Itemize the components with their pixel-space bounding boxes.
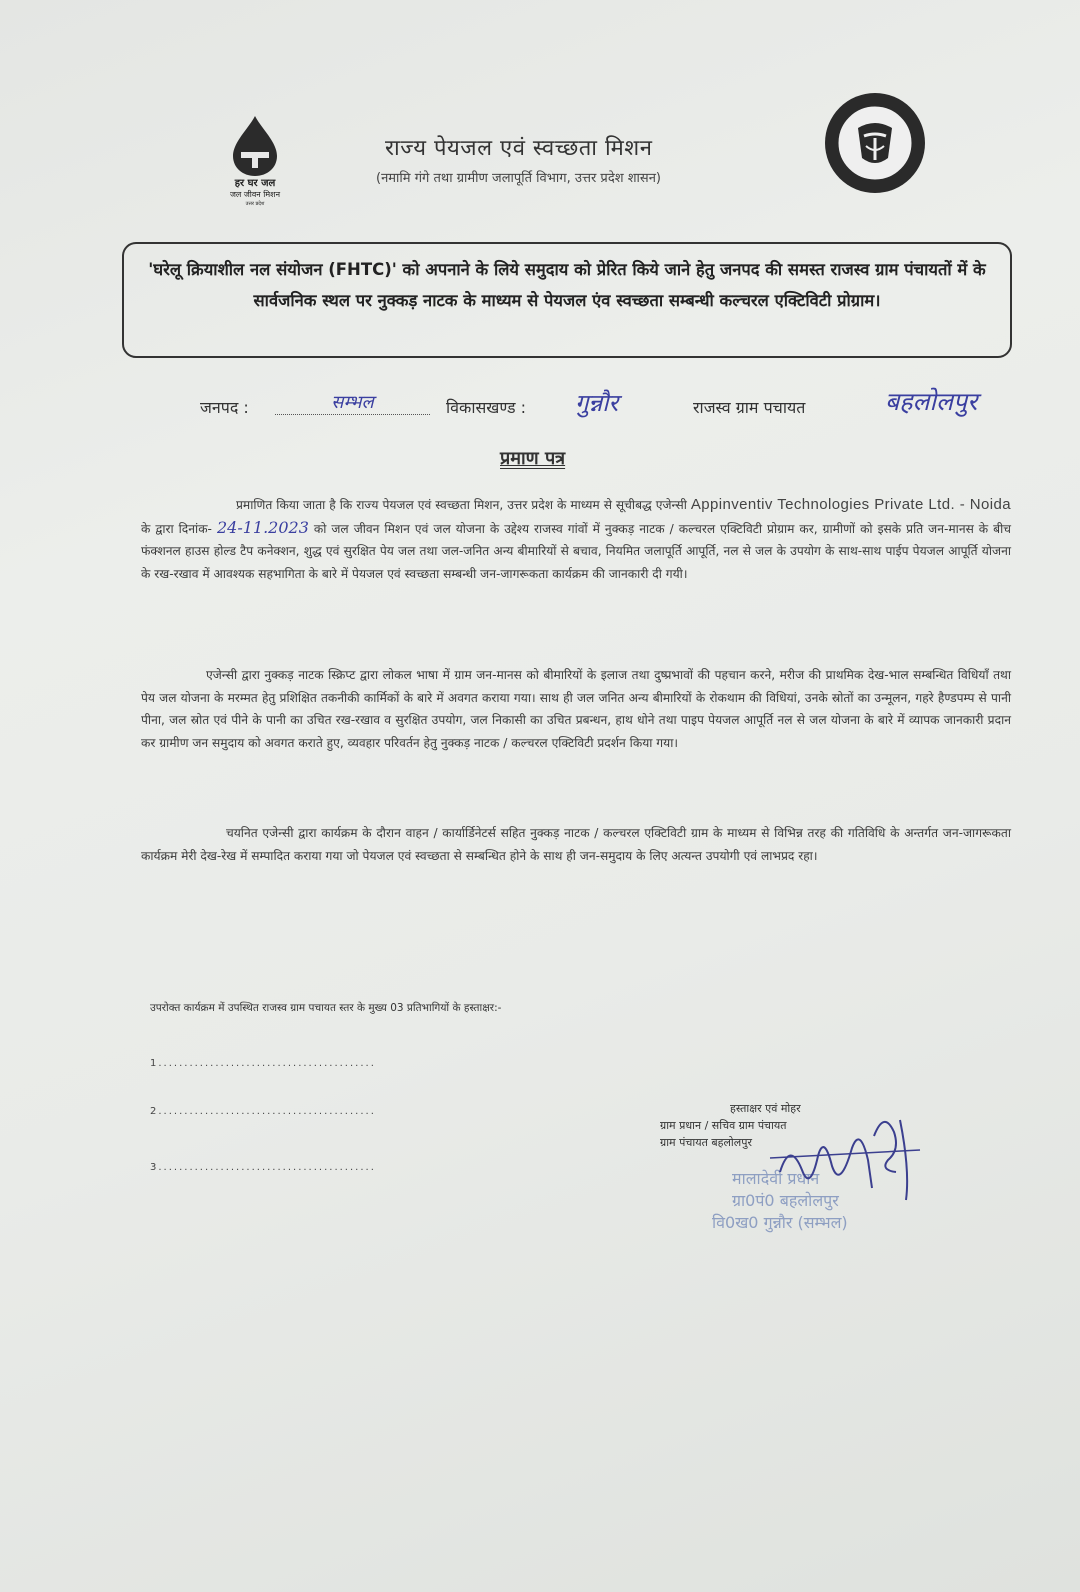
participants-note: उपरोक्त कार्यक्रम में उपस्थित राजस्व ग्राम पचायत स्तर के मुख्य 03 प्रतिभागियों के हस्ताक्षर:- bbox=[150, 1002, 502, 1014]
jal-jeevan-mission-logo bbox=[205, 112, 315, 207]
block-value: गुन्नौर bbox=[575, 389, 619, 417]
program-description-box: 'घरेलू क्रियाशील नल संयोजन (FHTC)' को अपनाने के लिये समुदाय को प्रेरित किये जाने हेतु जनपद की समस्त राजस्व ग्राम पंचायतों में के सार्वजनिक स्थल पर नुक्कड़ नाटक के माध्यम से पेयजल एंव स्वच्छता सम्बन्धी कल्चरल एक्टिविटी प्रोग्राम। bbox=[122, 242, 1012, 358]
district-value: सम्भल bbox=[275, 390, 430, 415]
block-label: विकासखण्ड : bbox=[446, 398, 527, 417]
para2-text: एजेन्सी द्वारा नुक्कड़ नाटक स्क्रिप्ट द्वारा लोकल भाषा में ग्राम जन-मानस को बीमारियों के इलाज तथा दुष्प्रभावों की पहचान करने, मरीज की प्राथमिक देख-भाल सम्बन्धित विधियाँ तथा पेय जल योजना के मरम्मत हेतु प्रशिक्षित तकनीकी कार्मिकों के बारे में अवगत कराया गया। साथ ही जल जनित अन्य बीमारियों के रोकथाम की विधियां, उनके स्रोतों का उन्मूलन, गहरे हैण्डपम्प से पानी पीना, जल स्रोत एवं पीने के पानी का उचित रख-रखाव व सुरक्षित उपयोग, जल निकासी का उचित प्रबन्धन, हाथ धोने तथा पाइप पेयजल आपूर्ति नल से जल योजना के बारे में व्यापक जानकारी प्रदान कर ग्रामीण जन समुदाय को अवगत कराते हुए, व्यवहार परिवर्तन हेतु नुक्कड़ नाटक / कल्चरल एक्टिविटी प्रदर्शन किया गया। bbox=[141, 668, 1011, 750]
official-stamp: मालादेवी प्रधान ग्रा0पं0 बहलोलपुर वि0ख0 गुन्नौर (सम्भल) bbox=[712, 1169, 848, 1232]
signatory-designation: ग्राम प्रधान / सचिव ग्राम पंचायत bbox=[660, 1119, 787, 1132]
para1-start: प्रमाणित किया जाता है कि राज्य पेयजल एवं स्वच्छता मिशन, उत्तर प्रदेश के माध्यम से सूचीबद्ध एजेन्सी bbox=[236, 498, 687, 512]
signature-caption: हस्ताक्षर एवं मोहर bbox=[730, 1102, 801, 1115]
up-govt-emblem bbox=[820, 88, 930, 198]
mission-subtitle: (नमामि गंगे तथा ग्रामीण जलापूर्ति विभाग, उत्तर प्रदेश शासन) bbox=[376, 171, 661, 186]
certificate-paragraph-1 bbox=[141, 494, 1011, 585]
participant-signature-line-1: 1.......................................... bbox=[150, 1058, 376, 1069]
panchayat-value: बहलोलपुर bbox=[885, 387, 978, 416]
certificate-paragraph-2 bbox=[141, 664, 1011, 754]
svg-text:हर घर जल: हर घर जल bbox=[234, 178, 276, 189]
district-field bbox=[275, 390, 430, 415]
mission-title: राज्य पेयजल एवं स्वच्छता मिशन bbox=[385, 136, 653, 161]
participant-signature-line-2: 2.......................................... bbox=[150, 1106, 376, 1117]
svg-text:उत्तर प्रदेश: उत्तर प्रदेश bbox=[245, 201, 265, 207]
handwritten-signature bbox=[760, 1100, 930, 1220]
line-number: 3. bbox=[150, 1162, 164, 1173]
para1-date-prefix: के द्वारा दिनांक- bbox=[141, 521, 212, 536]
svg-text:जल जीवन मिशन: जल जीवन मिशन bbox=[229, 190, 281, 199]
signatory-panchayat: ग्राम पंचायत बहलोलपुर bbox=[660, 1136, 752, 1149]
para1-rest: को जल जीवन मिशन एवं जल योजना के उद्देश्य राजस्व गांवों में नुक्कड़ नाटक / कल्चरल एक्टिविटी प्रोग्राम कर, ग्रामीणों को इसके प्रति जन-मानस के बीच फंक्शनल हाउस होल्ड टैप कनेक्शन, शुद्ध एवं सुरक्षित पेय जल तथा जल-जनित अन्य बीमारियों से बचाव, नियमित जलापूर्ति आपूर्ति, नल से जल के उपयोग के साथ-साथ पाईप पेयजल आपूर्ति योजना के रख-रखाव में आवश्यक सहभागिता के बारे में पेयजल एवं स्वच्छता सम्बन्धी जन-जागरूकता कार्यक्रम की जानकारी दी गयी। bbox=[141, 521, 1012, 581]
company-name: Appinventiv Technologies Private Ltd. - Noida bbox=[690, 496, 1011, 513]
line-number: 2. bbox=[150, 1106, 164, 1117]
participant-signature-line-3: 3.......................................... bbox=[150, 1162, 376, 1173]
certificate-title: प्रमाण पत्र bbox=[500, 448, 566, 469]
program-date: 24-11.2023 bbox=[216, 517, 309, 537]
panchayat-label: राजस्व ग्राम पचायत bbox=[693, 398, 806, 417]
district-label: जनपद : bbox=[200, 398, 249, 417]
para3-text: चयनित एजेन्सी द्वारा कार्यक्रम के दौरान वाहन / कार्यार्डिनेटर्स सहित नुक्कड़ नाटक / कल्चरल एक्टिविटी ग्राम के माध्यम से विभिन्न तरह की गतिविधि के अन्तर्गत जन-जागरूकता कार्यक्रम मेरी देख-रेख में सम्पादित कराया गया जो पेयजल एवं स्वच्छता से सम्बन्धित होने के साथ ही जन-समुदाय के लिए अत्यन्त उपयोगी एवं लाभप्रद रहा। bbox=[141, 826, 1011, 863]
certificate-paragraph-3 bbox=[141, 822, 1011, 867]
line-number: 1. bbox=[150, 1058, 164, 1069]
